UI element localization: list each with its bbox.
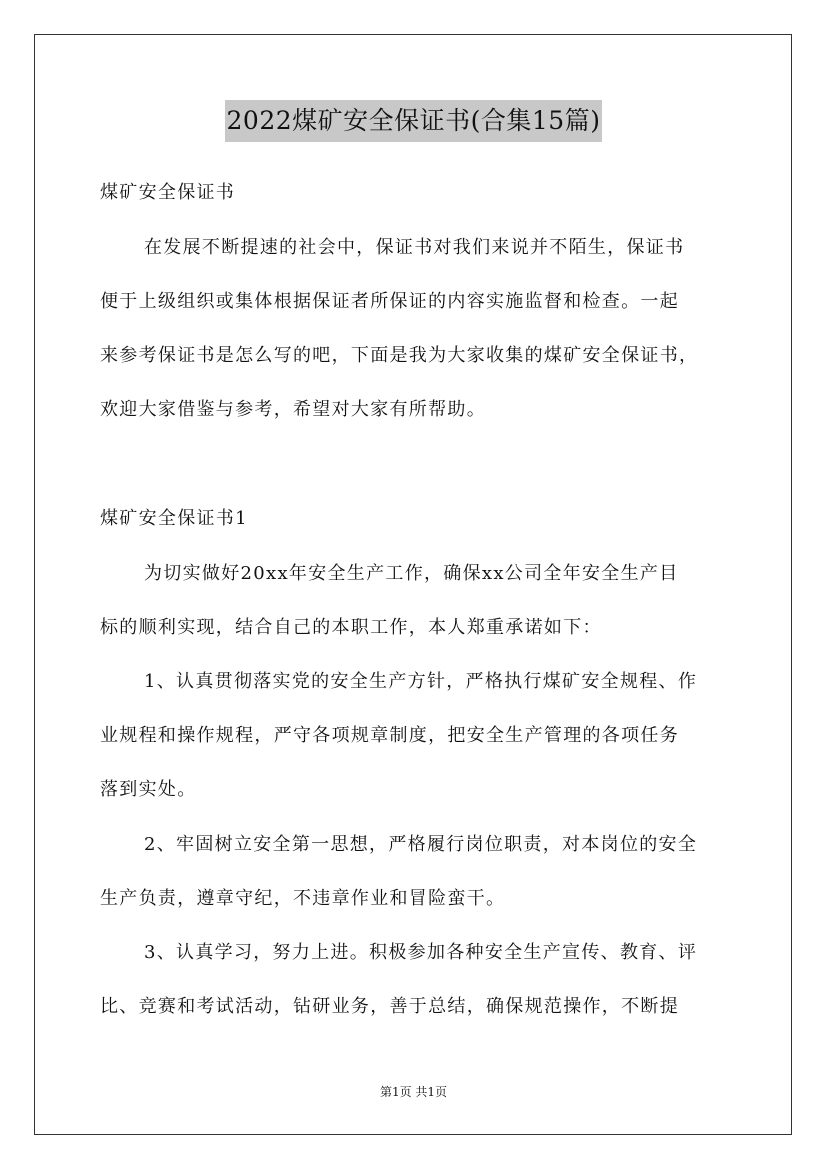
paragraph-line: 落到实处。 [100, 779, 197, 800]
paragraph-line: 生产负责，遵章守纪，不违章作业和冒险蛮干。 [100, 888, 506, 909]
paragraph-line: 1、认真贯彻落实党的安全生产方针，严格执行煤矿安全规程、作 [144, 671, 698, 692]
paragraph-line: 比、竞赛和考试活动，钻研业务，善于总结，确保规范操作，不断提 [100, 996, 679, 1017]
paragraph-line: 标的顺利实现，结合自己的本职工作，本人郑重承诺如下： [100, 617, 602, 638]
paragraph-line: 欢迎大家借鉴与参考，希望对大家有所帮助。 [100, 399, 486, 420]
paragraph-line: 在发展不断提速的社会中，保证书对我们来说并不陌生，保证书 [144, 237, 685, 258]
paragraph-line: 2、牢固树立安全第一思想，严格履行岗位职责，对本岗位的安全 [144, 834, 698, 855]
page-footer: 第1页 共1页 [379, 1085, 448, 1099]
section-heading-intro: 煤矿安全保证书 [100, 182, 236, 203]
title-container [0, 100, 827, 142]
paragraph-line: 业规程和操作规程，严守各项规章制度，把安全生产管理的各项任务 [100, 725, 679, 746]
paragraph-line: 便于上级组织或集体根据保证者所保证的内容实施监督和检查。一起 [100, 291, 679, 312]
section-heading-1: 煤矿安全保证书1 [100, 508, 248, 529]
document-title: 2022煤矿安全保证书(合集15篇) [225, 100, 603, 142]
paragraph-line: 3、认真学习，努力上进。积极参加各种安全生产宣传、教育、评 [144, 942, 698, 963]
paragraph-line: 为切实做好20xx年安全生产工作，确保xx公司全年安全生产目 [144, 563, 679, 584]
paragraph-line: 来参考保证书是怎么写的吧，下面是我为大家收集的煤矿安全保证书， [100, 345, 699, 366]
